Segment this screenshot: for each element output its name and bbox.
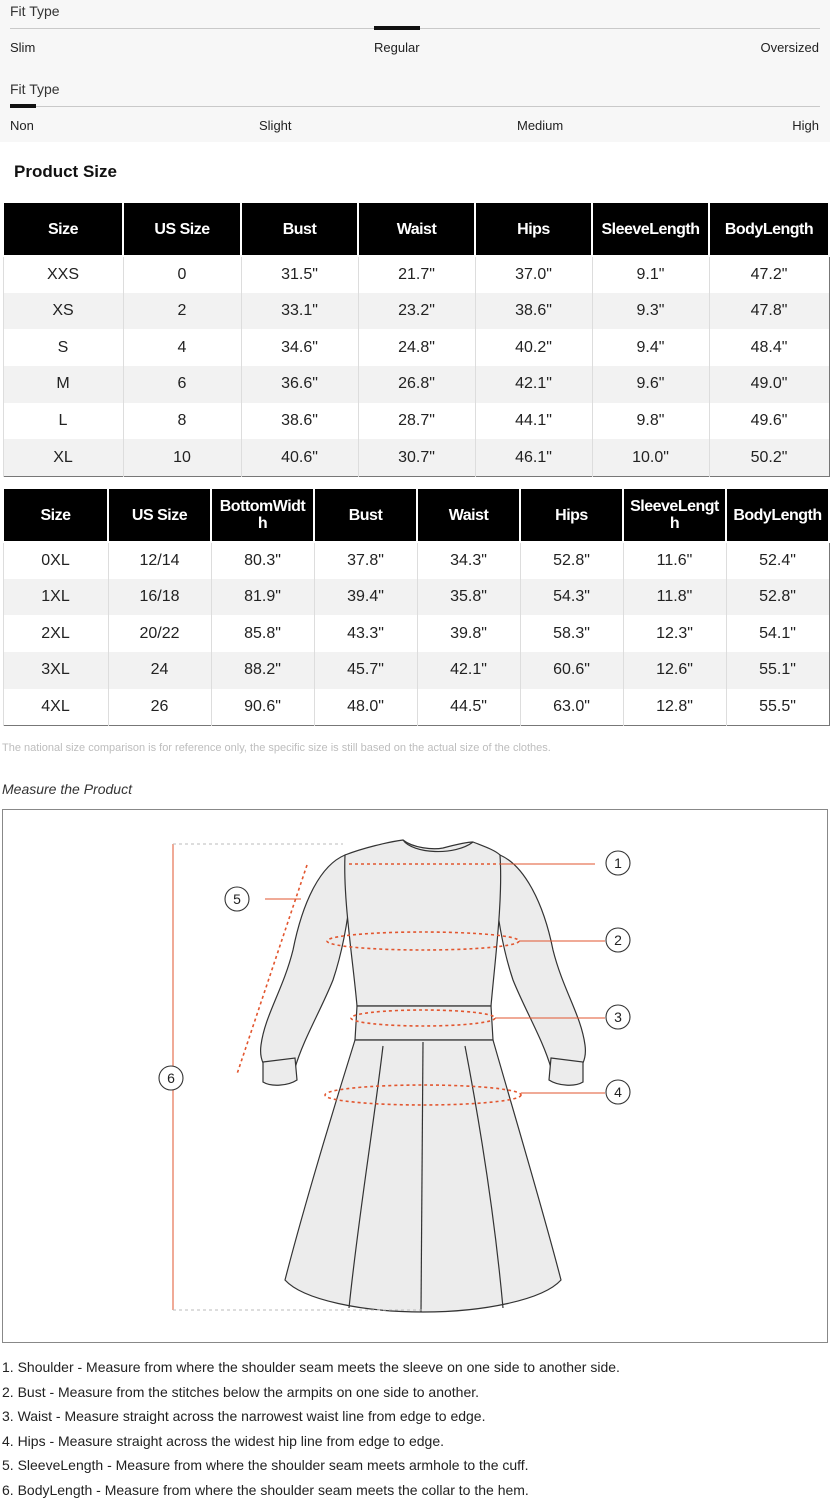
size-table-plus <box>2 487 830 726</box>
column-header: Bust <box>241 202 358 256</box>
table-cell: 12/14 <box>108 542 211 579</box>
table-cell: 60.6" <box>520 652 623 689</box>
callout-3-label: 3 <box>614 1009 622 1025</box>
measure-instructions <box>2 1357 828 1500</box>
table-cell: 44.1" <box>475 403 592 440</box>
dress-outline <box>261 840 586 1312</box>
table-cell: 9.6" <box>592 366 709 403</box>
table-cell: 10.0" <box>592 439 709 476</box>
table-cell: 38.6" <box>241 403 358 440</box>
table-cell: 12.6" <box>623 652 726 689</box>
table-row <box>3 366 829 403</box>
fit-label-non: Non <box>10 118 34 133</box>
table-cell: 54.3" <box>520 579 623 616</box>
table-cell: 80.3" <box>211 542 314 579</box>
fit-label-oversized: Oversized <box>760 40 819 55</box>
fit-label-regular: Regular <box>374 40 420 55</box>
table-cell: 35.8" <box>417 579 520 616</box>
table-cell: 88.2" <box>211 652 314 689</box>
table-row <box>3 689 829 726</box>
fit-label-slight: Slight <box>259 118 292 133</box>
table-cell: 52.4" <box>726 542 829 579</box>
table-row <box>3 403 829 440</box>
instruction-body-length: 6. BodyLength - Measure from where the shoulder seam meets the collar to the hem. <box>2 1481 529 1498</box>
table-cell: 44.5" <box>417 689 520 726</box>
table-cell: 39.4" <box>314 579 417 616</box>
callout-4-label: 4 <box>614 1084 622 1100</box>
fit-type-title: Fit Type <box>10 3 60 19</box>
dress-illustration <box>3 810 829 1344</box>
table-row <box>3 439 829 476</box>
table-cell: 2XL <box>3 615 108 652</box>
table-cell: 11.8" <box>623 579 726 616</box>
table-cell: XS <box>3 293 123 330</box>
column-header: SleeveLength <box>592 202 709 256</box>
table-cell: 81.9" <box>211 579 314 616</box>
table-cell: 23.2" <box>358 293 475 330</box>
table-row <box>3 652 829 689</box>
table-cell: XL <box>3 439 123 476</box>
callout-2 <box>606 928 630 952</box>
table-cell: 85.8" <box>211 615 314 652</box>
table-cell: 20/22 <box>108 615 211 652</box>
table-cell: 50.2" <box>709 439 829 476</box>
table-cell: 52.8" <box>520 542 623 579</box>
measure-title: Measure the Product <box>2 781 132 797</box>
table-cell: 26.8" <box>358 366 475 403</box>
callout-6-label: 6 <box>167 1070 175 1086</box>
table-cell: 90.6" <box>211 689 314 726</box>
table-row <box>3 293 829 330</box>
table-cell: 2 <box>123 293 241 330</box>
table-cell: 39.8" <box>417 615 520 652</box>
table-cell: M <box>3 366 123 403</box>
table-cell: 0 <box>123 256 241 293</box>
fit-type-scale-1 <box>0 0 830 70</box>
table-cell: 55.5" <box>726 689 829 726</box>
callout-3 <box>606 1005 630 1029</box>
table-cell: 63.0" <box>520 689 623 726</box>
callout-1-label: 1 <box>614 855 622 871</box>
fit-type-track <box>10 106 820 107</box>
callout-6 <box>159 1066 183 1090</box>
table-cell: 9.4" <box>592 329 709 366</box>
table-cell: 10 <box>123 439 241 476</box>
table-cell: 4XL <box>3 689 108 726</box>
table-cell: 9.8" <box>592 403 709 440</box>
instruction-sleeve-length: 5. SleeveLength - Measure from where the shoulder seam meets armhole to the cuff. <box>2 1457 529 1474</box>
table-cell: 28.7" <box>358 403 475 440</box>
table-cell: 26 <box>108 689 211 726</box>
column-header: BodyLength <box>726 488 829 542</box>
table-cell: 38.6" <box>475 293 592 330</box>
table-cell: 31.5" <box>241 256 358 293</box>
table-cell: 9.1" <box>592 256 709 293</box>
table-cell: 42.1" <box>475 366 592 403</box>
table-row <box>3 615 829 652</box>
table-cell: 16/18 <box>108 579 211 616</box>
callout-4 <box>606 1080 630 1104</box>
table-cell: 24 <box>108 652 211 689</box>
size-disclaimer: The national size comparison is for reference only, the specific size is still based on the actual size of the clothes. <box>2 742 551 754</box>
table-cell: 24.8" <box>358 329 475 366</box>
fit-type-panel <box>0 0 830 142</box>
table-cell: L <box>3 403 123 440</box>
table-cell: S <box>3 329 123 366</box>
column-header: Waist <box>358 202 475 256</box>
table-cell: 55.1" <box>726 652 829 689</box>
table-cell: 1XL <box>3 579 108 616</box>
column-header: Hips <box>475 202 592 256</box>
table-cell: 12.3" <box>623 615 726 652</box>
table-cell: 40.6" <box>241 439 358 476</box>
table-cell: 54.1" <box>726 615 829 652</box>
instruction-hips: 4. Hips - Measure straight across the widest hip line from edge to edge. <box>2 1432 444 1449</box>
column-header: SleeveLength <box>623 488 726 542</box>
table-cell: 47.2" <box>709 256 829 293</box>
table-cell: 3XL <box>3 652 108 689</box>
column-header: BottomWidth <box>211 488 314 542</box>
table-cell: 8 <box>123 403 241 440</box>
table-row <box>3 256 829 293</box>
fit-label-slim: Slim <box>10 40 36 55</box>
table-cell: 49.0" <box>709 366 829 403</box>
size-table-regular <box>2 201 830 477</box>
table-cell: 46.1" <box>475 439 592 476</box>
table-cell: XXS <box>3 256 123 293</box>
measure-diagram <box>2 809 828 1343</box>
table-cell: 34.6" <box>241 329 358 366</box>
table-cell: 36.6" <box>241 366 358 403</box>
table-cell: 52.8" <box>726 579 829 616</box>
table-cell: 42.1" <box>417 652 520 689</box>
table-cell: 45.7" <box>314 652 417 689</box>
table-cell: 49.6" <box>709 403 829 440</box>
table-cell: 6 <box>123 366 241 403</box>
column-header: BodyLength <box>709 202 829 256</box>
callout-1 <box>606 851 630 875</box>
column-header: Size <box>3 202 123 256</box>
table-cell: 34.3" <box>417 542 520 579</box>
column-header: Waist <box>417 488 520 542</box>
column-header: US Size <box>123 202 241 256</box>
table-row <box>3 329 829 366</box>
table-row <box>3 542 829 579</box>
column-header: Size <box>3 488 108 542</box>
table-cell: 58.3" <box>520 615 623 652</box>
table-cell: 11.6" <box>623 542 726 579</box>
table-cell: 9.3" <box>592 293 709 330</box>
table-cell: 30.7" <box>358 439 475 476</box>
table-cell: 12.8" <box>623 689 726 726</box>
callout-5 <box>225 887 249 911</box>
callout-5-label: 5 <box>233 891 241 907</box>
table-cell: 43.3" <box>314 615 417 652</box>
table-cell: 21.7" <box>358 256 475 293</box>
table-row <box>3 579 829 616</box>
fit-type-scale-2 <box>0 78 830 148</box>
column-header: US Size <box>108 488 211 542</box>
fit-type-title: Fit Type <box>10 81 60 97</box>
table-cell: 40.2" <box>475 329 592 366</box>
table-cell: 47.8" <box>709 293 829 330</box>
fit-label-medium: Medium <box>517 118 564 133</box>
fit-type-selected-marker <box>10 104 36 108</box>
fit-label-high: High <box>792 118 819 133</box>
column-header: Hips <box>520 488 623 542</box>
table-cell: 37.0" <box>475 256 592 293</box>
table-cell: 37.8" <box>314 542 417 579</box>
fit-type-selected-marker <box>374 26 420 30</box>
table-cell: 4 <box>123 329 241 366</box>
column-header: Bust <box>314 488 417 542</box>
table-cell: 33.1" <box>241 293 358 330</box>
table-cell: 48.0" <box>314 689 417 726</box>
instruction-shoulder: 1. Shoulder - Measure from where the shoulder seam meets the sleeve on one side to another side. <box>2 1359 620 1375</box>
instruction-waist: 3. Waist - Measure straight across the narrowest waist line from edge to edge. <box>2 1408 486 1425</box>
table-cell: 48.4" <box>709 329 829 366</box>
table-cell: 0XL <box>3 542 108 579</box>
instruction-bust: 2. Bust - Measure from the stitches below the armpits on one side to another. <box>2 1383 480 1400</box>
callout-2-label: 2 <box>614 932 622 948</box>
product-size-title: Product Size <box>14 162 117 181</box>
